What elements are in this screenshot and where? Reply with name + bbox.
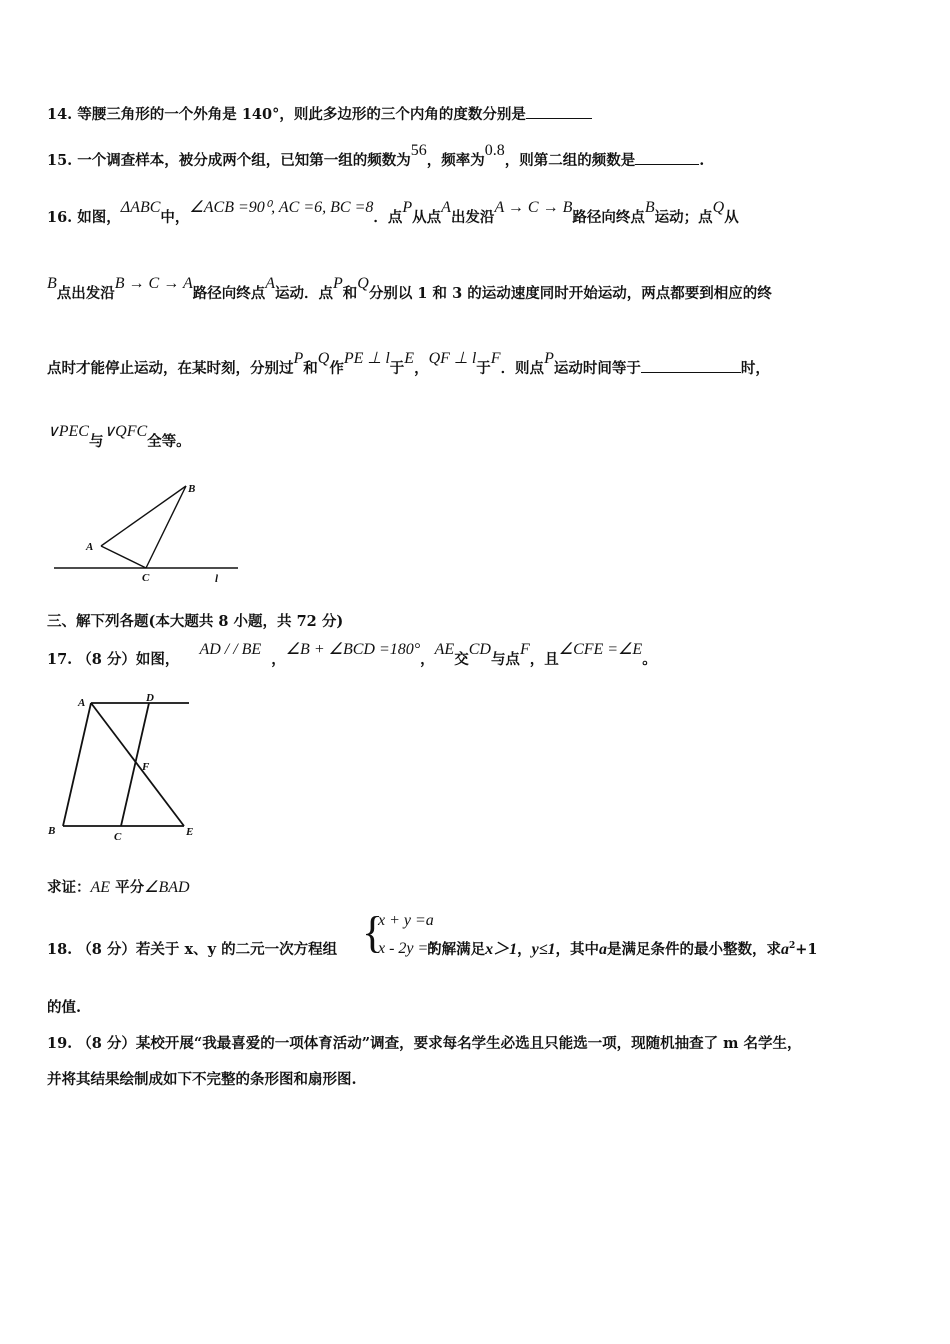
q15-number: 15. <box>47 152 73 169</box>
q17-figure <box>44 692 204 842</box>
q16-triangle-pec: ∨PEC <box>47 423 89 440</box>
q17-point-f: F <box>519 641 530 658</box>
label-c: C <box>114 831 122 842</box>
q17-proof-ae: AE <box>90 879 111 896</box>
q18-x-condition: x＞1 <box>485 940 518 958</box>
q18-text: ， <box>517 940 532 958</box>
q17-text: ， <box>271 651 286 668</box>
q16-triangle-figure <box>48 476 258 588</box>
q16-text: 路径向终点 <box>572 209 645 226</box>
q15-line <box>47 142 705 171</box>
q16-text: ， <box>414 360 429 377</box>
q16-point-p: P <box>293 350 304 367</box>
q17-text: 与点 <box>490 651 520 668</box>
q19-text: （8 分）某校开展“我最喜爱的一项体育活动”调查，要求每名学生必选且只能选一项，现随机抽查了 m 名学生， <box>77 1035 802 1052</box>
label-b: B <box>188 483 196 495</box>
q16-text: 点时才能停止运动，在某时刻，分别过 <box>47 360 294 377</box>
q16-point-a: A <box>441 199 451 216</box>
q19-line-1 <box>47 1034 802 1054</box>
segment-ab <box>101 486 186 546</box>
q16-triangle-qfc: ∨QFC <box>103 423 148 440</box>
q18-text: 的解满足 <box>427 940 486 958</box>
q18-number: 18. <box>47 940 73 958</box>
q15-frequency: 56 <box>410 142 427 159</box>
q16-line-1 <box>47 199 739 228</box>
q16-point-q: Q <box>317 350 330 367</box>
q17-cd: CD <box>468 641 491 658</box>
q18-a: a <box>599 940 608 958</box>
q16-text: 于 <box>476 360 491 377</box>
q15-text-3: ，则第二组的频数是 <box>504 152 636 169</box>
segment-ac <box>101 546 146 568</box>
q16-text: 与 <box>88 433 104 450</box>
q16-point-q: Q <box>712 199 725 216</box>
q16-text: 运动时间等于 <box>553 360 641 377</box>
q16-qf-perp: QF ⊥ l <box>428 350 477 367</box>
q18-text: （8 分）若关于 x、y 的二元一次方程组 <box>77 940 338 958</box>
q16-path-2: B → C → A <box>114 275 193 292</box>
q14-line <box>47 104 592 125</box>
q18-y-condition: y≤1 <box>531 940 556 958</box>
q17-proof-text: 平分 <box>115 879 145 896</box>
q15-rate: 0.8 <box>484 142 505 159</box>
q16-text: 作 <box>329 360 344 377</box>
q16-point-a: A <box>265 275 275 292</box>
q18-text: 是满足条件的最小整数，求 <box>607 940 782 958</box>
label-a: A <box>86 541 94 553</box>
q15-text-1: 一个调查样本，被分成两个组，已知第一组的频数为 <box>77 152 411 169</box>
q18-line-2: 的值. <box>47 999 82 1016</box>
q16-text: 时， <box>740 360 770 377</box>
q14-text: 等腰三角形的一个外角是 140°，则此多边形的三个内角的度数分别是 <box>77 106 526 123</box>
q17-ae: AE <box>434 641 455 658</box>
q16-line-4 <box>47 423 191 452</box>
q16-text: ．点 <box>373 209 403 226</box>
q17-text: ，且 <box>529 651 559 668</box>
q16-text: 出发沿 <box>450 209 495 226</box>
q18-equation-1: x + y =a <box>378 912 434 929</box>
q16-line-2 <box>47 275 772 304</box>
q18-system-brace: { <box>362 908 384 957</box>
q16-text: 运动；点 <box>654 209 713 226</box>
q18-expr-sup: 2 <box>789 941 796 951</box>
q18-text: ，其中 <box>555 940 600 958</box>
q15-answer-blank <box>635 150 699 165</box>
label-f: F <box>142 761 150 773</box>
q16-text: 于 <box>389 360 405 377</box>
q19-number: 19. <box>47 1035 73 1052</box>
q16-point-p: P <box>402 199 413 216</box>
q16-text: 从点 <box>412 209 442 226</box>
q16-text: 从 <box>724 209 739 226</box>
q16-path-1: A → C → B <box>494 199 573 216</box>
q14-answer-blank <box>526 104 592 119</box>
q16-text: 点出发沿 <box>56 285 115 302</box>
q16-point-b: B <box>644 199 655 216</box>
q16-text: 和 <box>303 360 318 377</box>
q16-point-b: B <box>47 275 57 292</box>
segment-ab <box>63 703 91 826</box>
q16-text: 中， <box>160 209 190 226</box>
q17-number: 17. <box>47 651 73 668</box>
q16-point-q: Q <box>357 275 369 292</box>
q17-text: （8 分）如图， <box>77 651 180 668</box>
q17-parallel: AD / / BE <box>199 641 262 658</box>
segment-ae <box>91 703 184 826</box>
q16-point-e: E <box>404 350 415 367</box>
q16-number: 16. <box>47 209 73 226</box>
section-3-title: 三、解下列各题(本大题共 8 小题，共 72 分) <box>47 613 344 630</box>
q17-angle-eq: ∠CFE =∠E <box>558 641 643 658</box>
q16-text: 如图， <box>77 209 121 226</box>
q16-condition: ∠ACB =90⁰, AC =6, BC =8 <box>189 199 374 216</box>
q16-text: 和 <box>342 285 358 302</box>
q15-end: . <box>699 152 705 169</box>
q18-expr-base: a <box>781 940 790 958</box>
q16-point-f: F <box>490 350 501 367</box>
q18-expr-end: +1 <box>795 940 818 958</box>
q17-proof-line <box>47 878 190 898</box>
q16-point-p: P <box>333 275 343 292</box>
q16-text: 路径向终点 <box>192 285 266 302</box>
q16-text: 运动．点 <box>275 285 333 302</box>
q16-point-p: P <box>544 350 554 367</box>
q16-pe-perp: PE ⊥ l <box>343 350 390 367</box>
q17-text: 。 <box>642 651 657 668</box>
label-c: C <box>142 572 150 584</box>
q17-line <box>47 641 657 670</box>
q19-line-2: 并将其结果绘制成如下不完整的条形图和扇形图. <box>47 1071 357 1088</box>
q16-text: 分别以 1 和 3 的运动速度同时开始运动，两点都要到相应的终 <box>368 285 772 302</box>
q16-line-3 <box>47 350 770 379</box>
q15-text-2: ，频率为 <box>426 152 485 169</box>
label-l: l <box>215 573 219 585</box>
label-a: A <box>78 697 86 709</box>
q17-text: ， <box>420 651 435 668</box>
q17-proof-label: 求证： <box>47 879 91 896</box>
segment-bc <box>146 486 186 568</box>
q16-answer-blank <box>641 358 741 373</box>
q17-text: 交 <box>454 651 469 668</box>
q16-text: 全等。 <box>147 433 191 450</box>
q18-equation-2: x - 2y =5 <box>378 940 437 957</box>
q16-text: ．则点 <box>500 360 545 377</box>
q16-triangle: ΔABC <box>120 199 161 216</box>
q14-number: 14. <box>47 106 73 123</box>
q17-proof-angle: ∠BAD <box>144 879 190 896</box>
label-b: B <box>48 825 56 837</box>
label-d: D <box>146 692 154 704</box>
q17-angle-sum: ∠B + ∠BCD =180° <box>285 641 421 658</box>
label-e: E <box>186 826 194 838</box>
